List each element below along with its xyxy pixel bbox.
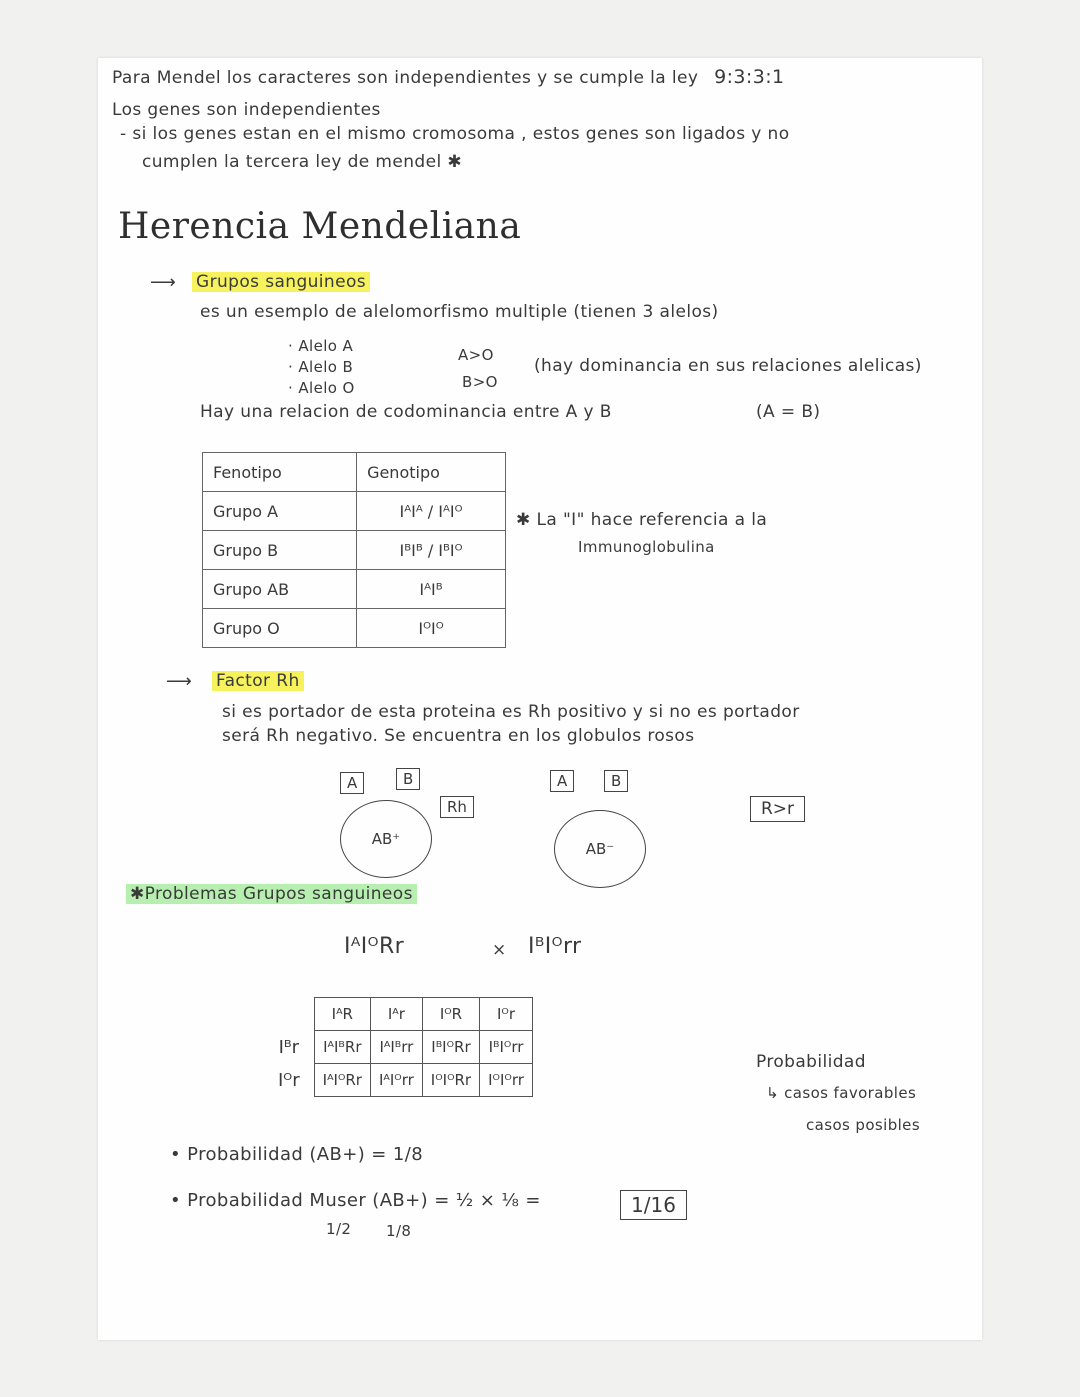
cross-parent-2: IᴮIᴼrr <box>528 934 582 959</box>
punnett-square <box>270 997 533 1097</box>
intro-line-2: Los genes son independientes <box>112 100 381 120</box>
genotipo-cell: IᴬIᴬ / IᴬIᴼ <box>357 492 506 531</box>
intro-line-3: - si los genes estan en el mismo cromosoma , estos genes son ligados y no <box>120 124 790 144</box>
allele-o: · Alelo O <box>288 379 355 397</box>
side-probability-title: Probabilidad <box>756 1052 866 1072</box>
table-header-row <box>203 453 506 492</box>
gamete-header: Iᴼr <box>270 1064 314 1097</box>
table-row <box>270 1064 532 1097</box>
offspring-cell: IᴼIᴼRr <box>422 1064 479 1097</box>
side-probability-denominator: casos posibles <box>806 1116 921 1134</box>
table-row <box>203 492 506 531</box>
immunoglobulin-note-2: Immunoglobulina <box>578 538 715 556</box>
dominance-b: B>O <box>462 373 498 391</box>
intro-line-4: cumplen la tercera ley de mendel ✱ <box>142 152 463 172</box>
table-row <box>203 531 506 570</box>
rh-protein: Rh <box>440 796 474 818</box>
arrow-icon: ⟶ <box>150 272 176 293</box>
offspring-cell: IᴬIᴮrr <box>370 1031 422 1064</box>
probability-ab-positive: • Probabilidad (AB+) = 1/8 <box>170 1144 424 1165</box>
offspring-cell: IᴬIᴼRr <box>314 1064 370 1097</box>
offspring-cell: IᴮIᴼrr <box>480 1031 533 1064</box>
cross-parent-1: IᴬIᴼRr <box>344 934 405 959</box>
probability-result-box: 1/16 <box>620 1190 687 1220</box>
genotipo-cell: IᴼIᴼ <box>357 609 506 648</box>
mendel-ratio: 9:3:3:1 <box>714 66 785 88</box>
gamete-header: IᴼR <box>422 998 479 1031</box>
allele-b: · Alelo B <box>288 358 354 376</box>
fenotipo-cell: Grupo AB <box>203 570 357 609</box>
side-probability-numerator: ↳ casos favorables <box>766 1084 917 1102</box>
probability-sub-eighth: 1/8 <box>386 1222 412 1240</box>
arrow-icon: ⟶ <box>166 671 192 692</box>
table-header-row <box>270 998 532 1031</box>
cross-symbol: × <box>492 940 507 960</box>
problemas-heading: ✱Problemas Grupos sanguineos <box>126 884 417 904</box>
offspring-cell: IᴮIᴼRr <box>422 1031 479 1064</box>
probability-sub-half: 1/2 <box>326 1220 352 1238</box>
antigen-a: A <box>340 772 364 794</box>
grupos-description: es un esemplo de alelomorfismo multiple (tienen 3 alelos) <box>200 302 719 322</box>
rh-dominance-box: R>r <box>750 796 805 822</box>
fenotipo-cell: Grupo O <box>203 609 357 648</box>
table-header: Fenotipo <box>203 453 357 492</box>
cell-label: AB⁺ <box>371 830 401 848</box>
probability-female-ab-positive: • Probabilidad Muser (AB+) = ½ × ⅛ = <box>170 1190 541 1211</box>
offspring-cell: IᴬIᴮRr <box>314 1031 370 1064</box>
codominance-text: Hay una relacion de codominancia entre A y B <box>200 402 612 422</box>
antigen-a: A <box>550 770 574 792</box>
table-header: Genotipo <box>357 453 506 492</box>
genotipo-cell: IᴬIᴮ <box>357 570 506 609</box>
table-row <box>270 1031 532 1064</box>
genotipo-cell: IᴮIᴮ / IᴮIᴼ <box>357 531 506 570</box>
immunoglobulin-note-1: ✱ La "I" hace referencia a la <box>516 510 768 530</box>
gamete-header: Iᴼr <box>480 998 533 1031</box>
table-row <box>203 570 506 609</box>
gamete-header: Iᴬr <box>370 998 422 1031</box>
gamete-header: Iᴮr <box>270 1031 314 1064</box>
offspring-cell: IᴬIᴼrr <box>370 1064 422 1097</box>
rh-line-1: si es portador de esta proteina es Rh positivo y si no es portador <box>222 702 800 722</box>
fenotipo-cell: Grupo A <box>203 492 357 531</box>
cell-label: AB⁻ <box>585 840 615 858</box>
antigen-b: B <box>396 768 420 790</box>
dominance-a: A>O <box>458 346 494 364</box>
intro-line-1: Para Mendel los caracteres son independientes y se cumple la ley 9:3:3:1 <box>112 66 785 88</box>
codominance-equation: (A = B) <box>756 402 821 422</box>
dominance-note: (hay dominancia en sus relaciones alelicas) <box>534 356 922 376</box>
page-title: Herencia Mendeliana <box>118 206 522 247</box>
blood-type-table <box>202 452 506 648</box>
rh-line-2: será Rh negativo. Se encuentra en los globulos rosos <box>222 726 695 746</box>
allele-a: · Alelo A <box>288 337 354 355</box>
gamete-header: IᴬR <box>314 998 370 1031</box>
offspring-cell: IᴼIᴼrr <box>480 1064 533 1097</box>
table-row <box>203 609 506 648</box>
fenotipo-cell: Grupo B <box>203 531 357 570</box>
antigen-b: B <box>604 770 628 792</box>
grupos-heading: Grupos sanguineos <box>192 272 370 292</box>
rh-heading: Factor Rh <box>212 671 304 691</box>
